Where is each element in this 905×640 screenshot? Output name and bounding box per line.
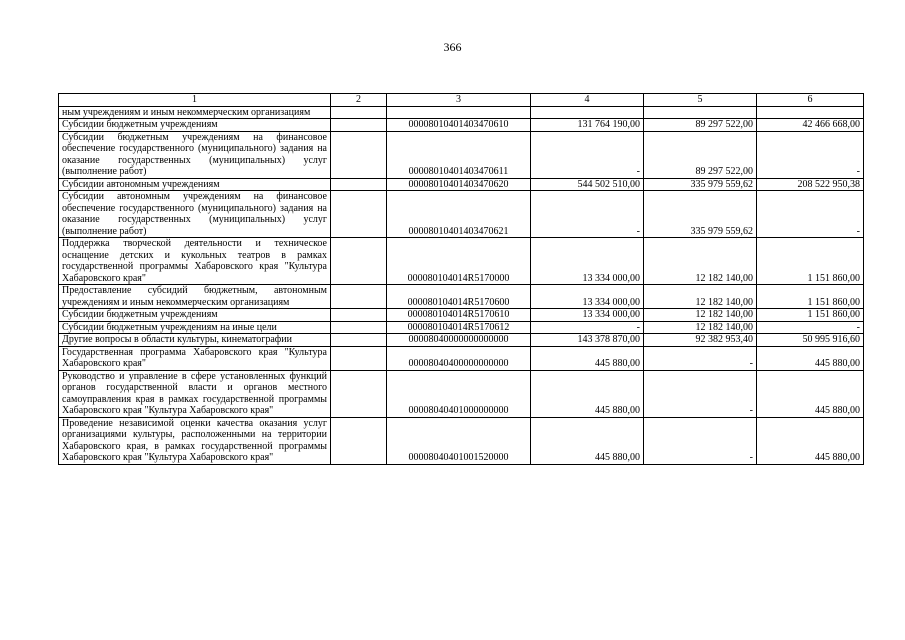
row-col2-cell	[331, 417, 387, 464]
row-code-cell: 00008040000000000000	[387, 334, 531, 347]
row-value-5-cell: 12 182 140,00	[644, 321, 757, 334]
row-value-5-cell: -	[644, 346, 757, 370]
row-code-cell: 000080104014R5170612	[387, 321, 531, 334]
row-code-cell: 00008010401403470620	[387, 178, 531, 191]
row-value-5-cell	[644, 106, 757, 119]
row-name-cell: Другие вопросы в области культуры, кинематографии	[59, 334, 331, 347]
table-row	[59, 417, 864, 464]
row-code-cell: 00008040401001520000	[387, 417, 531, 464]
row-value-4-cell: 445 880,00	[531, 370, 644, 417]
row-value-5-cell: 335 979 559,62	[644, 191, 757, 238]
row-name-cell: Субсидии бюджетным учреждениям	[59, 119, 331, 132]
row-value-4-cell: 544 502 510,00	[531, 178, 644, 191]
row-col2-cell	[331, 191, 387, 238]
table-row	[59, 191, 864, 238]
table-row	[59, 131, 864, 178]
row-col2-cell	[331, 238, 387, 285]
row-code-cell: 00008040400000000000	[387, 346, 531, 370]
table-row	[59, 309, 864, 322]
row-value-6-cell: 1 151 860,00	[757, 309, 864, 322]
row-name-cell: Государственная программа Хабаровского края "Культура Хабаровского края"	[59, 346, 331, 370]
row-col2-cell	[331, 334, 387, 347]
row-value-4-cell: 13 334 000,00	[531, 238, 644, 285]
table-row	[59, 346, 864, 370]
header-cell: 6	[757, 94, 864, 107]
row-value-4-cell: -	[531, 131, 644, 178]
row-value-4-cell: 131 764 190,00	[531, 119, 644, 132]
table-row	[59, 178, 864, 191]
row-value-5-cell: 12 182 140,00	[644, 238, 757, 285]
table-row	[59, 238, 864, 285]
row-value-5-cell: 92 382 953,40	[644, 334, 757, 347]
row-code-cell: 00008010401403470621	[387, 191, 531, 238]
table-row	[59, 285, 864, 309]
row-col2-cell	[331, 321, 387, 334]
row-col2-cell	[331, 309, 387, 322]
row-value-5-cell: 89 297 522,00	[644, 119, 757, 132]
row-name-cell: Поддержка творческой деятельности и техническое оснащение детских и кукольных театров в рамках государственной программы Хабаровского края "Культура Хабаровского края"	[59, 238, 331, 285]
row-code-cell: 00008010401403470610	[387, 119, 531, 132]
row-value-6-cell: 208 522 950,38	[757, 178, 864, 191]
row-name-cell: Субсидии бюджетным учреждениям	[59, 309, 331, 322]
row-value-6-cell: 445 880,00	[757, 417, 864, 464]
row-code-cell: 00008010401403470611	[387, 131, 531, 178]
row-value-6-cell: 445 880,00	[757, 370, 864, 417]
row-name-cell: Руководство и управление в сфере установленных функций органов государственной власти и органов местного самоуправления края в рамках государственной программы Хабаровского края "Культура Хабаровского края"	[59, 370, 331, 417]
header-cell: 1	[59, 94, 331, 107]
header-cell: 3	[387, 94, 531, 107]
row-value-5-cell: -	[644, 417, 757, 464]
row-value-6-cell: 50 995 916,60	[757, 334, 864, 347]
row-value-5-cell: 89 297 522,00	[644, 131, 757, 178]
row-name-cell: Субсидии автономным учреждениям	[59, 178, 331, 191]
row-col2-cell	[331, 285, 387, 309]
row-value-6-cell: 42 466 668,00	[757, 119, 864, 132]
row-code-cell: 000080104014R5170610	[387, 309, 531, 322]
row-code-cell	[387, 106, 531, 119]
page-number: 366	[443, 40, 462, 54]
table-row	[59, 119, 864, 132]
row-code-cell: 000080104014R5170000	[387, 238, 531, 285]
row-value-4-cell: 445 880,00	[531, 417, 644, 464]
row-value-6-cell: 1 151 860,00	[757, 285, 864, 309]
row-value-4-cell: 445 880,00	[531, 346, 644, 370]
row-name-cell: Субсидии бюджетным учреждениям на иные цели	[59, 321, 331, 334]
row-value-4-cell: 13 334 000,00	[531, 309, 644, 322]
table-row	[59, 334, 864, 347]
row-value-4-cell: 13 334 000,00	[531, 285, 644, 309]
row-name-cell: ным учреждениям и иным некоммерческим организациям	[59, 106, 331, 119]
budget-table	[58, 93, 864, 465]
header-cell: 2	[331, 94, 387, 107]
row-col2-cell	[331, 178, 387, 191]
row-value-5-cell: 335 979 559,62	[644, 178, 757, 191]
row-value-4-cell: -	[531, 191, 644, 238]
row-name-cell: Субсидии автономным учреждениям на финансовое обеспечение государственного (муниципального) задания на оказание государственных (муниципальных) услуг (выполнение работ)	[59, 191, 331, 238]
row-value-6-cell: 445 880,00	[757, 346, 864, 370]
row-col2-cell	[331, 106, 387, 119]
header-cell: 4	[531, 94, 644, 107]
row-value-4-cell: -	[531, 321, 644, 334]
row-col2-cell	[331, 131, 387, 178]
row-value-5-cell: 12 182 140,00	[644, 285, 757, 309]
row-value-6-cell: 1 151 860,00	[757, 238, 864, 285]
row-col2-cell	[331, 346, 387, 370]
row-col2-cell	[331, 370, 387, 417]
row-value-6-cell: -	[757, 191, 864, 238]
row-value-6-cell: -	[757, 131, 864, 178]
row-value-4-cell	[531, 106, 644, 119]
row-value-5-cell: 12 182 140,00	[644, 309, 757, 322]
header-cell: 5	[644, 94, 757, 107]
table-row	[59, 370, 864, 417]
row-name-cell: Субсидии бюджетным учреждениям на финансовое обеспечение государственного (муниципального) задания на оказание государственных (муниципальных) услуг (выполнение работ)	[59, 131, 331, 178]
row-col2-cell	[331, 119, 387, 132]
row-code-cell: 000080104014R5170600	[387, 285, 531, 309]
row-name-cell: Предоставление субсидий бюджетным, автономным учреждениям и иным некоммерческим организациям	[59, 285, 331, 309]
row-value-4-cell: 143 378 870,00	[531, 334, 644, 347]
row-code-cell: 00008040401000000000	[387, 370, 531, 417]
row-name-cell: Проведение независимой оценки качества оказания услуг организациями культуры, расположенными на территории Хабаровского края, в рамках государственной программы Хабаровского края "Культура Хабаровского края"	[59, 417, 331, 464]
row-value-6-cell: -	[757, 321, 864, 334]
table-row	[59, 321, 864, 334]
row-value-5-cell: -	[644, 370, 757, 417]
row-value-6-cell	[757, 106, 864, 119]
header-row	[59, 94, 864, 107]
table-row	[59, 106, 864, 119]
